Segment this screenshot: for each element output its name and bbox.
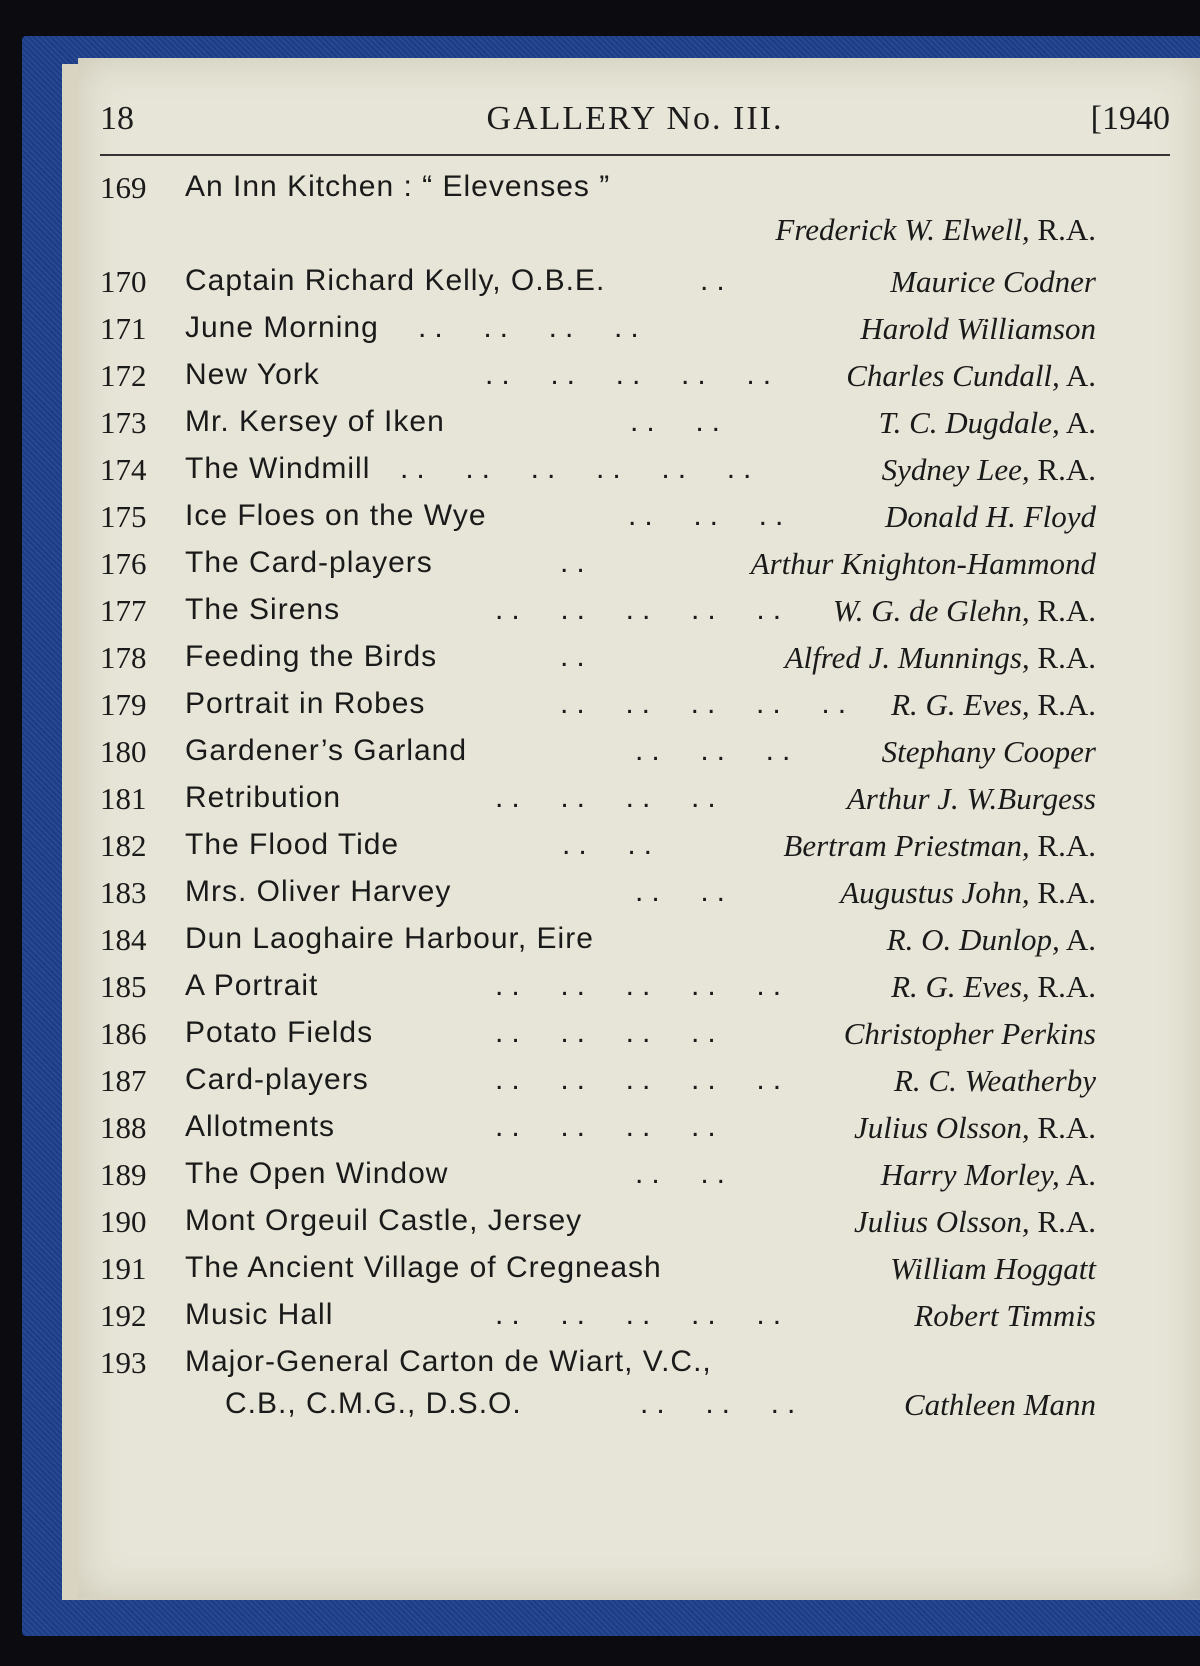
leader-dots: .. .. .. .. .. [485, 358, 780, 391]
entry-number: 187 [100, 1063, 147, 1098]
entry-number: 185 [100, 969, 147, 1004]
entry-title: Portrait in Robes [185, 687, 426, 720]
entry-number: 175 [100, 499, 147, 534]
entry-number: 173 [100, 405, 147, 440]
leader-dots: .. .. .. .. .. [560, 687, 855, 720]
leader-dots: .. .. .. .. .. [495, 1063, 790, 1096]
entry-number: 182 [100, 828, 147, 863]
entry-number: 169 [100, 170, 147, 205]
entry-artist: Donald H. Floyd [885, 499, 1096, 534]
entry-number: 191 [100, 1251, 147, 1286]
catalogue-entry [100, 781, 1096, 828]
leader-dots: .. [700, 264, 733, 297]
catalogue-entry [100, 922, 1096, 969]
catalogue-entry [100, 452, 1096, 499]
year-label: [1940 [1090, 100, 1170, 137]
leader-dots: .. .. .. [628, 499, 792, 532]
page-number: 18 [100, 100, 134, 137]
entry-title: An Inn Kitchen : “ Elevenses ” [185, 170, 611, 203]
catalogue-entry [100, 828, 1096, 875]
leader-dots: .. .. [635, 1157, 734, 1190]
entry-title: Mont Orgeuil Castle, Jersey [185, 1204, 583, 1237]
catalogue-entry [100, 546, 1096, 593]
entry-title: Potato Fields [185, 1016, 374, 1049]
catalogue-list [100, 170, 1096, 1439]
entry-artist: Sydney Lee, R.A. [881, 452, 1096, 487]
entry-artist: Julius Olsson, R.A. [853, 1204, 1096, 1239]
entry-number: 181 [100, 781, 147, 816]
catalogue-entry [100, 1345, 1096, 1439]
entry-title: New York [185, 358, 320, 391]
entry-artist: Augustus John, R.A. [840, 875, 1096, 910]
entry-number: 171 [100, 311, 147, 346]
catalogue-entry [100, 1251, 1096, 1298]
entry-artist: Alfred J. Munnings, R.A. [784, 640, 1096, 675]
catalogue-entry [100, 1063, 1096, 1110]
entry-number: 180 [100, 734, 147, 769]
entry-title-continued: C.B., C.M.G., D.S.O. [225, 1387, 522, 1420]
leader-dots: .. .. [635, 875, 734, 908]
entry-title: June Morning [185, 311, 379, 344]
entry-artist: William Hoggatt [890, 1251, 1096, 1286]
entry-number: 188 [100, 1110, 147, 1145]
entry-number: 183 [100, 875, 147, 910]
entry-title: Major-General Carton de Wiart, V.C., [185, 1345, 712, 1378]
catalogue-entry [100, 311, 1096, 358]
leader-dots: .. .. [562, 828, 661, 861]
catalogue-entry [100, 969, 1096, 1016]
catalogue-entry [100, 1016, 1096, 1063]
entry-number: 190 [100, 1204, 147, 1239]
entry-artist: R. C. Weatherby [893, 1063, 1096, 1098]
entry-number: 178 [100, 640, 147, 675]
leader-dots: .. .. .. .. .. [495, 969, 790, 1002]
catalogue-entry [100, 640, 1096, 687]
entry-artist: Bertram Priestman, R.A. [783, 828, 1096, 863]
entry-title: The Open Window [185, 1157, 449, 1190]
leader-dots: .. .. .. [640, 1387, 804, 1420]
entry-number: 179 [100, 687, 147, 722]
entry-artist: Arthur J. W.Burgess [846, 781, 1096, 816]
page-header [100, 100, 1170, 160]
leader-dots: .. .. [630, 405, 729, 438]
entry-number: 170 [100, 264, 147, 299]
entry-title: Ice Floes on the Wye [185, 499, 487, 532]
entry-title: The Card-players [185, 546, 433, 579]
entry-title: Feeding the Birds [185, 640, 438, 673]
leader-dots: .. .. .. .. [495, 1016, 724, 1049]
catalogue-entry [100, 405, 1096, 452]
entry-number: 193 [100, 1345, 147, 1380]
catalogue-entry [100, 170, 1096, 264]
entry-artist: Julius Olsson, R.A. [853, 1110, 1096, 1145]
entry-artist: Cathleen Mann [904, 1387, 1096, 1422]
entry-artist: R. G. Eves, R.A. [891, 687, 1096, 722]
catalogue-entry [100, 1298, 1096, 1345]
entry-title: The Flood Tide [185, 828, 400, 861]
entry-artist: Christopher Perkins [843, 1016, 1096, 1051]
entry-title: Captain Richard Kelly, O.B.E. [185, 264, 606, 297]
catalogue-entry [100, 687, 1096, 734]
entry-title: The Windmill [185, 452, 371, 485]
entry-title: Gardener’s Garland [185, 734, 468, 767]
entry-artist: Robert Timmis [914, 1298, 1096, 1333]
header-rule [100, 154, 1170, 156]
entry-artist: Harry Morley, A. [880, 1157, 1096, 1192]
leader-dots: .. .. .. .. .. [495, 593, 790, 626]
entry-artist: Charles Cundall, A. [846, 358, 1096, 393]
catalogue-entry [100, 1204, 1096, 1251]
entry-artist: R. G. Eves, R.A. [891, 969, 1096, 1004]
entry-artist: R. O. Dunlop, A. [886, 922, 1096, 957]
entry-title: Music Hall [185, 1298, 334, 1331]
entry-title: Dun Laoghaire Harbour, Eire [185, 922, 594, 955]
gallery-title: GALLERY No. III. [486, 100, 784, 137]
entry-artist: Maurice Codner [890, 264, 1096, 299]
entry-title: Allotments [185, 1110, 336, 1143]
leader-dots: .. [560, 640, 593, 673]
entry-artist: Stephany Cooper [881, 734, 1096, 769]
entry-artist: T. C. Dugdale, A. [878, 405, 1096, 440]
catalogue-entry [100, 264, 1096, 311]
entry-artist: Arthur Knighton-Hammond [750, 546, 1096, 581]
entry-title: Retribution [185, 781, 342, 814]
entry-number: 192 [100, 1298, 147, 1333]
entry-title: Mrs. Oliver Harvey [185, 875, 452, 908]
leader-dots: .. .. .. .. .. [495, 1298, 790, 1331]
entry-title: The Sirens [185, 593, 341, 626]
entry-number: 186 [100, 1016, 147, 1051]
entry-number: 174 [100, 452, 147, 487]
catalogue-entry [100, 875, 1096, 922]
entry-number: 172 [100, 358, 147, 393]
entry-artist: Harold Williamson [860, 311, 1096, 346]
catalogue-entry [100, 358, 1096, 405]
leader-dots: .. .. .. [635, 734, 799, 767]
entry-title: Mr. Kersey of Iken [185, 405, 445, 438]
catalogue-entry [100, 1110, 1096, 1157]
leader-dots: .. .. .. .. [418, 311, 647, 344]
entry-number: 176 [100, 546, 147, 581]
catalogue-entry [100, 734, 1096, 781]
entry-artist: W. G. de Glehn, R.A. [832, 593, 1096, 628]
leader-dots: .. .. .. .. .. .. [400, 452, 760, 485]
catalogue-entry [100, 499, 1096, 546]
catalogue-entry [100, 593, 1096, 640]
entry-title: The Ancient Village of Cregneash [185, 1251, 662, 1284]
entry-title: A Portrait [185, 969, 319, 1002]
leader-dots: .. .. .. .. [495, 1110, 724, 1143]
entry-number: 177 [100, 593, 147, 628]
leader-dots: .. .. .. .. [495, 781, 724, 814]
entry-number: 184 [100, 922, 147, 957]
catalogue-entry [100, 1157, 1096, 1204]
entry-title: Card-players [185, 1063, 369, 1096]
entry-artist: Frederick W. Elwell, R.A. [775, 212, 1096, 247]
leader-dots: .. [560, 546, 593, 579]
entry-number: 189 [100, 1157, 147, 1192]
